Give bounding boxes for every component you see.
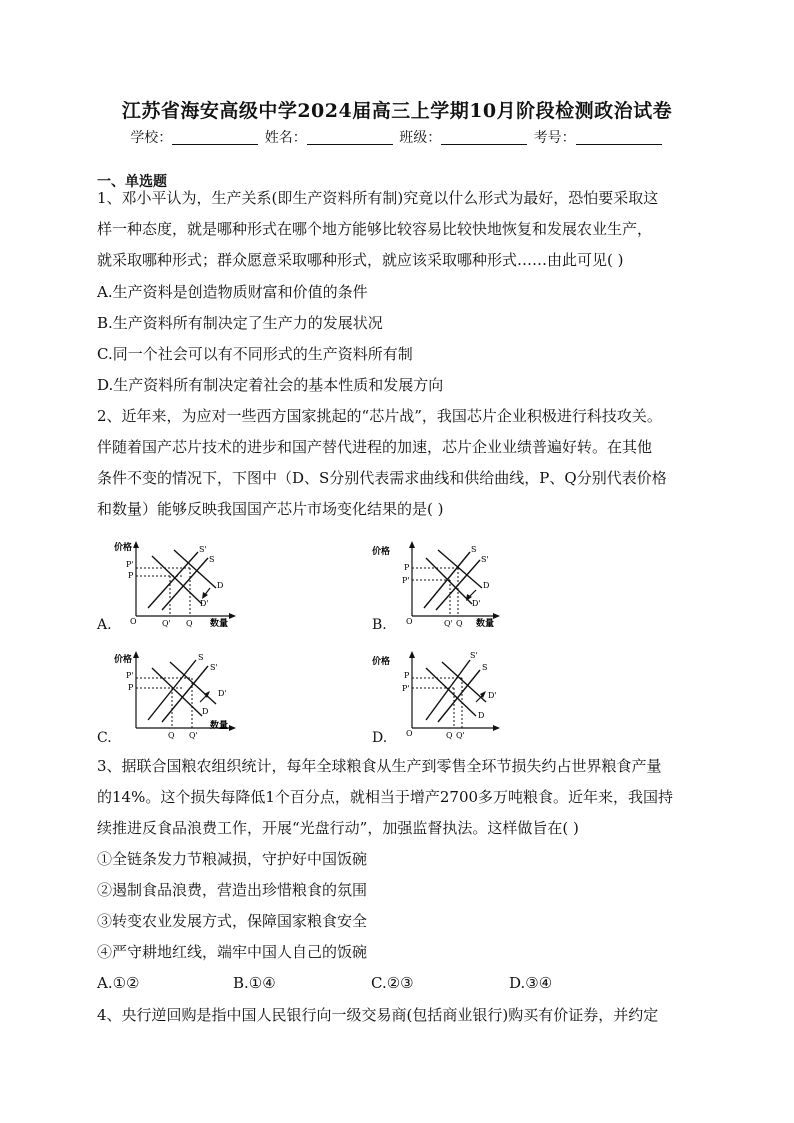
q-label-2: Q bbox=[456, 619, 463, 628]
q3-option-b[interactable]: B.①④ bbox=[233, 974, 276, 992]
curve-label-1: S bbox=[198, 653, 204, 662]
curve-label-3: D' bbox=[218, 689, 227, 698]
curve-label-2: S bbox=[482, 663, 488, 672]
q1-option-d[interactable]: D.生产资料所有制决定着社会的基本性质和发展方向 bbox=[97, 376, 444, 394]
x-axis-label: 数量 bbox=[476, 619, 495, 628]
section-heading: 一、单选题 bbox=[97, 174, 167, 190]
q-label-2: Q' bbox=[189, 731, 198, 740]
q2-line-3: 条件不变的情况下，下图中（D、S分别代表需求曲线和供给曲线，P、Q分别代表价格 bbox=[97, 469, 667, 487]
q3-option-c[interactable]: C.②③ bbox=[371, 974, 414, 992]
q1-line-1: 1、邓小平认为，生产关系(即生产资料所有制)究竟以什么形式为最好，恐怕要采取这 bbox=[97, 189, 659, 207]
exam-title: 江苏省海安高级中学2024届高三上学期10月阶段检测政治试卷 bbox=[121, 100, 673, 122]
school-blank[interactable] bbox=[172, 130, 258, 145]
p-label-1: P bbox=[404, 563, 410, 572]
school-label: 学校： bbox=[130, 130, 173, 146]
y-axis-label: 价格 bbox=[114, 543, 133, 553]
origin-label: O bbox=[130, 617, 137, 626]
class-blank[interactable] bbox=[441, 130, 527, 145]
p-label-2: P bbox=[128, 683, 134, 692]
y-axis-arrow bbox=[409, 541, 415, 548]
q2-option-a-label[interactable]: A. bbox=[97, 617, 112, 633]
q3-item-3: ③转变农业发展方式，保障国家粮食安全 bbox=[97, 912, 368, 930]
q1-line-3: 就采取哪种形式；群众愿意采取哪种形式，就应该采取哪种形式……由此可见( ) bbox=[97, 251, 624, 269]
demand-curve-d bbox=[152, 668, 202, 716]
q3-option-a[interactable]: A.①② bbox=[97, 974, 140, 992]
y-axis-label: 价格 bbox=[372, 547, 391, 557]
x-axis-arrow bbox=[493, 613, 500, 619]
curve-label-4: D' bbox=[472, 599, 481, 608]
q1-option-a[interactable]: A.生产资料是创造物质财富和价值的条件 bbox=[97, 283, 368, 301]
q2-figure-d[interactable] bbox=[372, 648, 502, 740]
p-label-1: P' bbox=[126, 560, 134, 569]
student-info-line bbox=[0, 127, 794, 147]
q2-line-4: 和数量）能够反映我国国产芯片市场变化结果的是( ) bbox=[97, 500, 444, 518]
q2-figure-c[interactable] bbox=[112, 648, 242, 740]
y-axis-arrow bbox=[133, 541, 139, 548]
y-axis-label: 价格 bbox=[372, 657, 391, 667]
curve-label-3: D bbox=[217, 581, 224, 590]
q2-line-2: 伴随着国产芯片技术的进步和国产替代进程的加速，芯片企业业绩普遍好转。在其他 bbox=[97, 438, 653, 456]
p-label-2: P' bbox=[402, 684, 410, 693]
q2-figure-b[interactable] bbox=[372, 538, 502, 628]
q-label-1: Q' bbox=[162, 619, 171, 628]
curve-label-4: D bbox=[202, 707, 209, 716]
x-axis-label: 数量 bbox=[210, 721, 229, 731]
x-axis-arrow bbox=[229, 613, 236, 619]
origin-label: O bbox=[406, 729, 413, 738]
q1-line-2: 样一种态度，就是哪种形式在哪个地方能够比较容易比较快地恢复和发展农业生产， bbox=[97, 220, 653, 238]
y-axis-arrow bbox=[133, 651, 139, 658]
x-axis-arrow bbox=[493, 725, 500, 731]
q2-option-c-label[interactable]: C. bbox=[97, 730, 112, 746]
x-axis-arrow bbox=[229, 725, 236, 731]
q3-item-1: ①全链条发力节粮减损，守护好中国饭碗 bbox=[97, 850, 368, 868]
q2-option-d-label[interactable]: D. bbox=[372, 730, 388, 746]
curve-label-4: D bbox=[478, 711, 485, 720]
curve-label-1: S' bbox=[470, 651, 478, 660]
q2-figure-a[interactable] bbox=[112, 538, 242, 628]
q3-line-2: 的14%。这个损失每降低1个百分点，就相当于增产2700多万吨粮食。近年来，我国持 bbox=[97, 788, 674, 806]
p-label-1: P' bbox=[126, 671, 134, 680]
curve-label-2: S' bbox=[210, 663, 218, 672]
number-label: 考号： bbox=[533, 130, 576, 146]
q2-option-b-label[interactable]: B. bbox=[372, 617, 387, 633]
q-label-2: Q' bbox=[456, 731, 465, 740]
y-axis-arrow bbox=[409, 651, 415, 658]
x-axis-label: 数量 bbox=[210, 619, 229, 628]
q3-item-2: ②遏制食品浪费，营造出珍惜粮食的氛围 bbox=[97, 881, 368, 899]
q3-line-1: 3、据联合国粮农组织统计，每年全球粮食从生产到零售全环节损失约占世界粮食产量 bbox=[97, 757, 662, 775]
curve-label-3: D' bbox=[488, 691, 497, 700]
curve-label-3: D bbox=[483, 581, 490, 590]
name-label: 姓名： bbox=[264, 130, 307, 146]
curve-label-1: S' bbox=[199, 545, 207, 554]
q1-option-c[interactable]: C.同一个社会可以有不同形式的生产资料所有制 bbox=[97, 345, 413, 363]
p-label-2: P bbox=[128, 571, 134, 580]
q-label-1: Q bbox=[168, 731, 175, 740]
q3-option-d[interactable]: D.③④ bbox=[509, 974, 553, 992]
origin-label: O bbox=[406, 617, 413, 626]
y-axis-label: 价格 bbox=[114, 655, 133, 665]
q4-line-1: 4、央行逆回购是指中国人民银行向一级交易商(包括商业银行)购买有价证券，并约定 bbox=[97, 1006, 659, 1024]
curve-label-2: S' bbox=[481, 555, 489, 564]
shift-arrowhead bbox=[202, 592, 208, 599]
class-label: 班级： bbox=[399, 130, 442, 146]
q-label-2: Q bbox=[186, 619, 193, 628]
q2-line-1: 2、近年来，为应对一些西方国家挑起的“芯片战”，我国芯片企业积极进行科技攻关。 bbox=[97, 407, 662, 425]
q-label-1: Q' bbox=[444, 619, 453, 628]
number-blank[interactable] bbox=[576, 130, 662, 145]
curve-label-4: D' bbox=[200, 599, 209, 608]
name-blank[interactable] bbox=[307, 130, 393, 145]
q3-line-3: 续推进反食品浪费工作，开展“光盘行动”，加强监督执法。这样做旨在( ) bbox=[97, 819, 579, 837]
p-label-1: P bbox=[404, 671, 410, 680]
q-label-1: Q bbox=[446, 731, 453, 740]
curve-label-1: S bbox=[471, 545, 477, 554]
curve-label-2: S bbox=[209, 555, 215, 564]
q1-option-b[interactable]: B.生产资料所有制决定了生产力的发展状况 bbox=[97, 314, 383, 332]
q3-item-4: ④严守耕地红线，端牢中国人自己的饭碗 bbox=[97, 943, 368, 961]
p-label-2: P' bbox=[402, 576, 410, 585]
demand-curve-d-prime bbox=[152, 556, 202, 604]
